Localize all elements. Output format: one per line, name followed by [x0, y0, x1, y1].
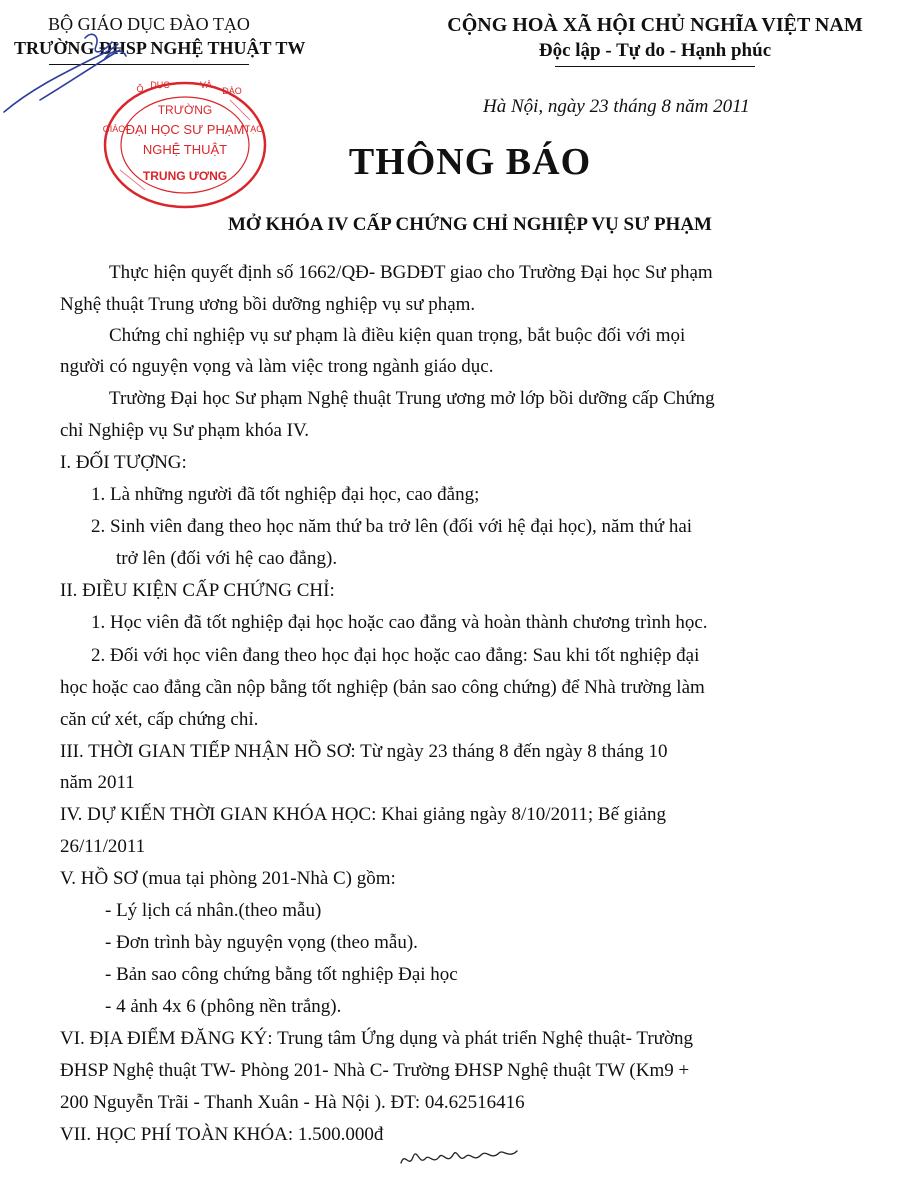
- body-line: 26/11/2011: [60, 836, 146, 857]
- list-item: - Bản sao công chứng bằng tốt nghiệp Đại học: [105, 964, 458, 985]
- section-heading: I. ĐỐI TƯỢNG:: [60, 452, 187, 473]
- section-heading: IV. DỰ KIẾN THỜI GIAN KHÓA HỌC: Khai giảng ngày 8/10/2011; Bế giảng: [60, 804, 666, 825]
- body-line: Chứng chỉ nghiệp vụ sư phạm là điều kiện quan trọng, bắt buộc đối với mọi: [109, 325, 686, 346]
- svg-text:ĐÀO: ĐÀO: [222, 86, 242, 96]
- list-item: 2. Sinh viên đang theo học năm thứ ba trở lên (đối với hệ đại học), năm thứ hai: [91, 516, 693, 537]
- body-line: ĐHSP Nghệ thuật TW- Phòng 201- Nhà C- Trường ĐHSP Nghệ thuật TW (Km9 +: [60, 1060, 690, 1081]
- body-line: người có nguyện vọng và làm việc trong ngành giáo dục.: [60, 356, 494, 377]
- svg-text:VÀ: VÀ: [199, 80, 213, 90]
- document-subtitle: MỞ KHÓA IV CẤP CHỨNG CHỈ NGHIỆP VỤ SƯ PHẠM: [228, 214, 712, 235]
- section-heading: II. ĐIỀU KIỆN CẤP CHỨNG CHỈ:: [60, 580, 335, 601]
- nation-name: CỘNG HOÀ XÃ HỘI CHỦ NGHĨA VIỆT NAM: [447, 14, 863, 36]
- national-motto: Độc lập - Tự do - Hạnh phúc: [538, 40, 772, 61]
- ministry-name: BỘ GIÁO DỤC ĐÀO TẠO: [48, 14, 250, 34]
- section-heading: VI. ĐỊA ĐIỂM ĐĂNG KÝ: Trung tâm Ứng dụng và phát triển Nghệ thuật- Trường: [60, 1028, 694, 1049]
- list-item-continuation: căn cứ xét, cấp chứng chỉ.: [60, 709, 259, 730]
- list-item-continuation: trở lên (đối với hệ cao đẳng).: [116, 548, 338, 569]
- list-item: 1. Là những người đã tốt nghiệp đại học, cao đẳng;: [91, 484, 480, 505]
- svg-text:TẠO: TẠO: [244, 124, 264, 134]
- section-heading: V. HỒ SƠ (mua tại phòng 201-Nhà C) gồm:: [60, 868, 396, 889]
- list-item: - 4 ảnh 4x 6 (phông nền trắng).: [105, 996, 342, 1017]
- document-title: THÔNG BÁO: [348, 141, 592, 183]
- svg-text:Ộ: Ộ: [136, 84, 144, 94]
- svg-text:ĐẠI HỌC SƯ PHẠM: ĐẠI HỌC SƯ PHẠM: [125, 122, 245, 137]
- list-item: - Lý lịch cá nhân.(theo mẫu): [105, 900, 322, 921]
- national-heading: [412, 12, 898, 67]
- list-item: - Đơn trình bày nguyện vọng (theo mẫu).: [105, 932, 418, 953]
- body-line: Nghệ thuật Trung ương bồi dưỡng nghiệp vụ sư phạm.: [60, 294, 476, 315]
- official-seal-icon: [100, 80, 270, 210]
- motto-underline: [555, 66, 755, 67]
- body-line: năm 2011: [60, 772, 135, 793]
- svg-text:DỤC: DỤC: [150, 80, 170, 90]
- svg-text:TRUNG ƯƠNG: TRUNG ƯƠNG: [142, 169, 228, 183]
- svg-text:NGHỆ THUẬT: NGHỆ THUẬT: [142, 142, 228, 157]
- body-line: Trường Đại học Sư phạm Nghệ thuật Trung ương mở lớp bồi dưỡng cấp Chứng: [109, 388, 715, 409]
- list-item-continuation: học hoặc cao đẳng cần nộp bằng tốt nghiệp (bản sao công chứng) để Nhà trường làm: [60, 677, 705, 698]
- school-name: TRƯỜNG ĐHSP NGHỆ THUẬT TW: [14, 38, 306, 58]
- body-line: 200 Nguyễn Trãi - Thanh Xuân - Hà Nội ). ĐT: 04.62516416: [60, 1092, 525, 1113]
- document-date: Hà Nội, ngày 23 tháng 8 năm 2011: [483, 96, 750, 117]
- list-item: 1. Học viên đã tốt nghiệp đại học hoặc cao đẳng và hoàn thành chương trình học.: [91, 612, 708, 633]
- svg-text:GIÁO: GIÁO: [102, 124, 126, 134]
- body-line: chỉ Nghiệp vụ Sư phạm khóa IV.: [60, 420, 310, 441]
- svg-text:TRƯỜNG: TRƯỜNG: [157, 103, 213, 117]
- list-item: 2. Đối với học viên đang theo học đại học hoặc cao đẳng: Sau khi tốt nghiệp đại: [91, 645, 700, 666]
- body-line: Thực hiện quyết định số 1662/QĐ- BGDĐT giao cho Trường Đại học Sư phạm: [109, 262, 713, 283]
- section-heading: III. THỜI GIAN TIẾP NHẬN HỒ SƠ: Từ ngày 23 tháng 8 đến ngày 8 tháng 10: [60, 741, 668, 762]
- signature-icon: [395, 1135, 535, 1175]
- section-heading: VII. HỌC PHÍ TOÀN KHÓA: 1.500.000đ: [60, 1124, 384, 1145]
